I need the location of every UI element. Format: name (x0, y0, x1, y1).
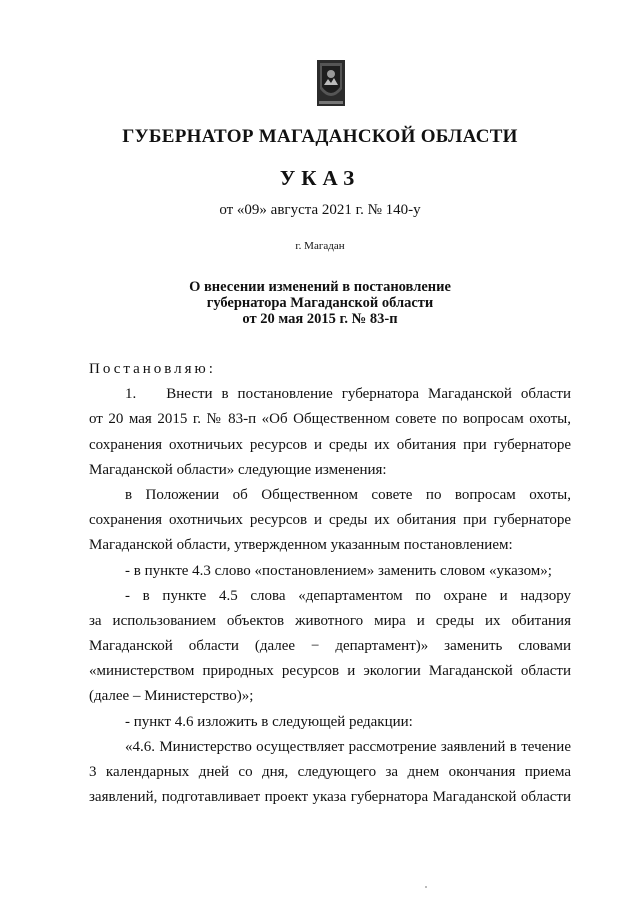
body-line: за использованием объектов животного мира и среды их обитания (89, 612, 571, 629)
body-line: Магаданской области» следующие изменения: (89, 461, 387, 478)
body-line: заявлений, подготавливает проект указа губернатора Магаданской области (89, 789, 571, 806)
date-number-line: от «09» августа 2021 г. № 140-у (219, 202, 421, 218)
body-line: в Положении об Общественном совете по вопросам охоты, (125, 486, 571, 503)
document-type: УКАЗ (279, 166, 361, 190)
body-line: 3 календарных дней со дня, следующего за днем окончания приема (89, 764, 571, 780)
coat-of-arms-icon (316, 59, 346, 107)
clause-number: 1. (125, 386, 137, 403)
body-line: «4.6. Министерство осуществляет рассмотрение заявлений в течение (125, 738, 571, 755)
subject-line-2: губернатора Магаданской области (206, 295, 434, 311)
body-line: Магаданской области, утвержденном указанным постановлением: (89, 537, 513, 554)
body-line (89, 382, 571, 407)
body-line: от 20 мая 2015 г. № 83-п «Об Общественном совете по вопросам охоты, (89, 411, 571, 428)
postanovlyayu: Постановляю: (89, 361, 216, 377)
body-line: сохранения охотничьих ресурсов и среды их обитания при губернаторе (89, 436, 571, 453)
subject-line-3: от 20 мая 2015 г. № 83-п (242, 311, 398, 327)
subject-heading (0, 279, 640, 327)
body-line: Магаданской области (далее − департамент)» заменить словами (89, 638, 571, 655)
body-line: - в пункте 4.5 слова «департаментом по охране и надзору (125, 587, 571, 604)
body-line: сохранения охотничьих ресурсов и среды их обитания при губернаторе (89, 512, 571, 529)
city: г. Магадан (295, 240, 345, 252)
body-line: - в пункте 4.3 слово «постановлением» заменить словом «указом»; (125, 562, 552, 579)
document-body (89, 357, 571, 810)
body-line: - пункт 4.6 изложить в следующей редакции: (125, 713, 413, 730)
body-line-text: Внести в постановление губернатора Магаданской области (166, 386, 571, 403)
body-line: «министерством природных ресурсов и экологии Магаданской области (89, 663, 571, 680)
subject-line-1: О внесении изменений в постановление (189, 279, 451, 295)
body-line: (далее – Министерство)»; (89, 688, 254, 705)
governor-title: ГУБЕРНАТОР МАГАДАНСКОЙ ОБЛАСТИ (122, 126, 518, 147)
scan-speck (425, 886, 427, 888)
